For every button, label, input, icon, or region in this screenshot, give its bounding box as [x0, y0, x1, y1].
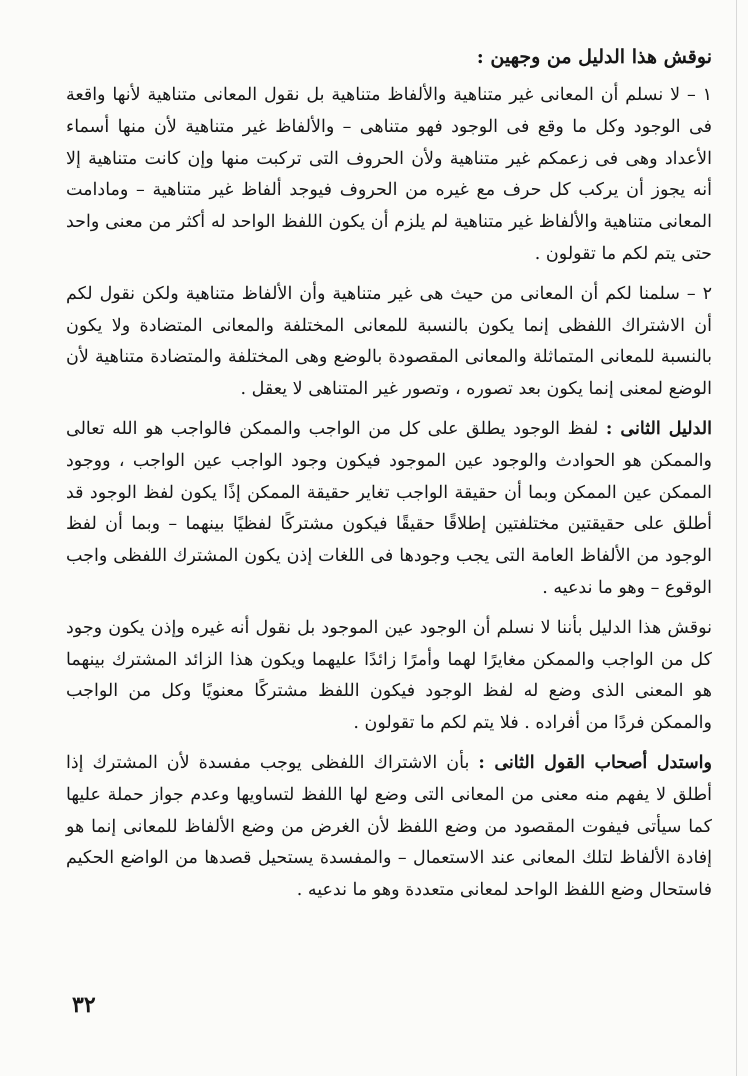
paragraph-2-text: ٢ – سلمنا لكم أن المعانى من حيث هى غير متناهية وأن الألفاظ متناهية ولكن نقول لكم أن الاشتراك اللفظى إنما يكون بالنسبة للمعانى المختلفة والمعانى المتضادة ولا يكون بالنسبة للمعانى المتماثلة والمعانى المقصودة بالوضع وهى المختلفة والمتضادة متناهية لأن الوضع لمعنى إنما يكون بعد تصوره ، وتصور غير المتناهى لا يعقل .: [66, 283, 712, 400]
book-page: [66, 42, 712, 907]
paragraph-3: [66, 414, 712, 605]
paragraph-1: [66, 80, 712, 271]
paragraph-5: [66, 748, 712, 907]
paragraph-5-lead: واستدل أصحاب القول الثانى :: [478, 752, 712, 773]
page-number: ٣٢: [72, 992, 96, 1018]
paragraph-2: [66, 279, 712, 406]
paragraph-4-text: نوقش هذا الدليل بأننا لا نسلم أن الوجود عين الموجود بل نقول أنه غيره وإذن يكون وجود كل من الواجب والممكن مغايرًا لهما وأمرًا زائدًا عليهما ويكون هذا الزائد المشترك بينهما هو المعنى الذى وضع له لفظ الوجود فيكون اللفظ مشتركًا معنويًا وكل من الواجب والممكن فردًا من أفراده . فلا يتم لكم ما تقولون .: [66, 617, 712, 734]
paragraph-4: [66, 613, 712, 740]
scan-edge-divider: [736, 0, 737, 1076]
paragraph-5-text: بأن الاشتراك اللفظى يوجب مفسدة لأن المشترك إذا أطلق لا يفهم منه معنى من المعانى التى وضع لها اللفظ لتساويها وعدم جواز حملة عليها كما سيأتى فيفوت المقصود من وضع اللفظ لأن الغرض من وضع الألفاظ للمعانى إنما هو إفادة الألفاظ لتلك المعانى عند الاستعمال – والمفسدة يستحيل قصدها من الواضع الحكيم فاستحال وضع اللفظ الواحد لمعانى متعددة وهو ما ندعيه .: [66, 752, 712, 901]
paragraph-1-text: ١ – لا نسلم أن المعانى غير متناهية والألفاظ متناهية بل نقول المعانى متناهية لأنها واقعة فى الوجود وكل ما وقع فى الوجود فهو متناهى – والألفاظ غير متناهية لأن منها أسماء الأعداد وهى فى زعمكم غير متناهية ولأن الحروف التى تركبت منها وإن كانت متناهية إلا أنه يجوز أن يركب كل حرف مع غيره من الحروف فيوجد ألفاظ غير متناهية – ومادامت المعانى متناهية والألفاظ غير متناهية لم يلزم أن يكون اللفظ الواحد له أكثر من معنى واحد حتى يتم لكم ما تقولون .: [66, 85, 712, 264]
section-heading: نوقش هذا الدليل من وجهين :: [476, 46, 712, 68]
paragraph-3-lead: الدليل الثانى :: [605, 418, 713, 439]
paragraph-3-text: لفظ الوجود يطلق على كل من الواجب والممكن فالواجب هو الله تعالى والممكن هو الحوادث والوجود عين الموجود فيكون وجود الواجب عين الواجب ، ووجود الممكن عين الممكن وبما أن حقيقة الواجب تغاير حقيقة الممكن إذًا يكون لفظ الوجود قد أطلق على حقيقتين مختلفتين إطلاقًا حقيقًا فيكون مشتركًا لفظيًا بينهما – وبما أن لفظ الوجود من الألفاظ العامة التى يجب وجودها فى اللغات إذن يكون المشترك اللفظى واجب الوقوع – وهو ما ندعيه .: [66, 418, 712, 598]
